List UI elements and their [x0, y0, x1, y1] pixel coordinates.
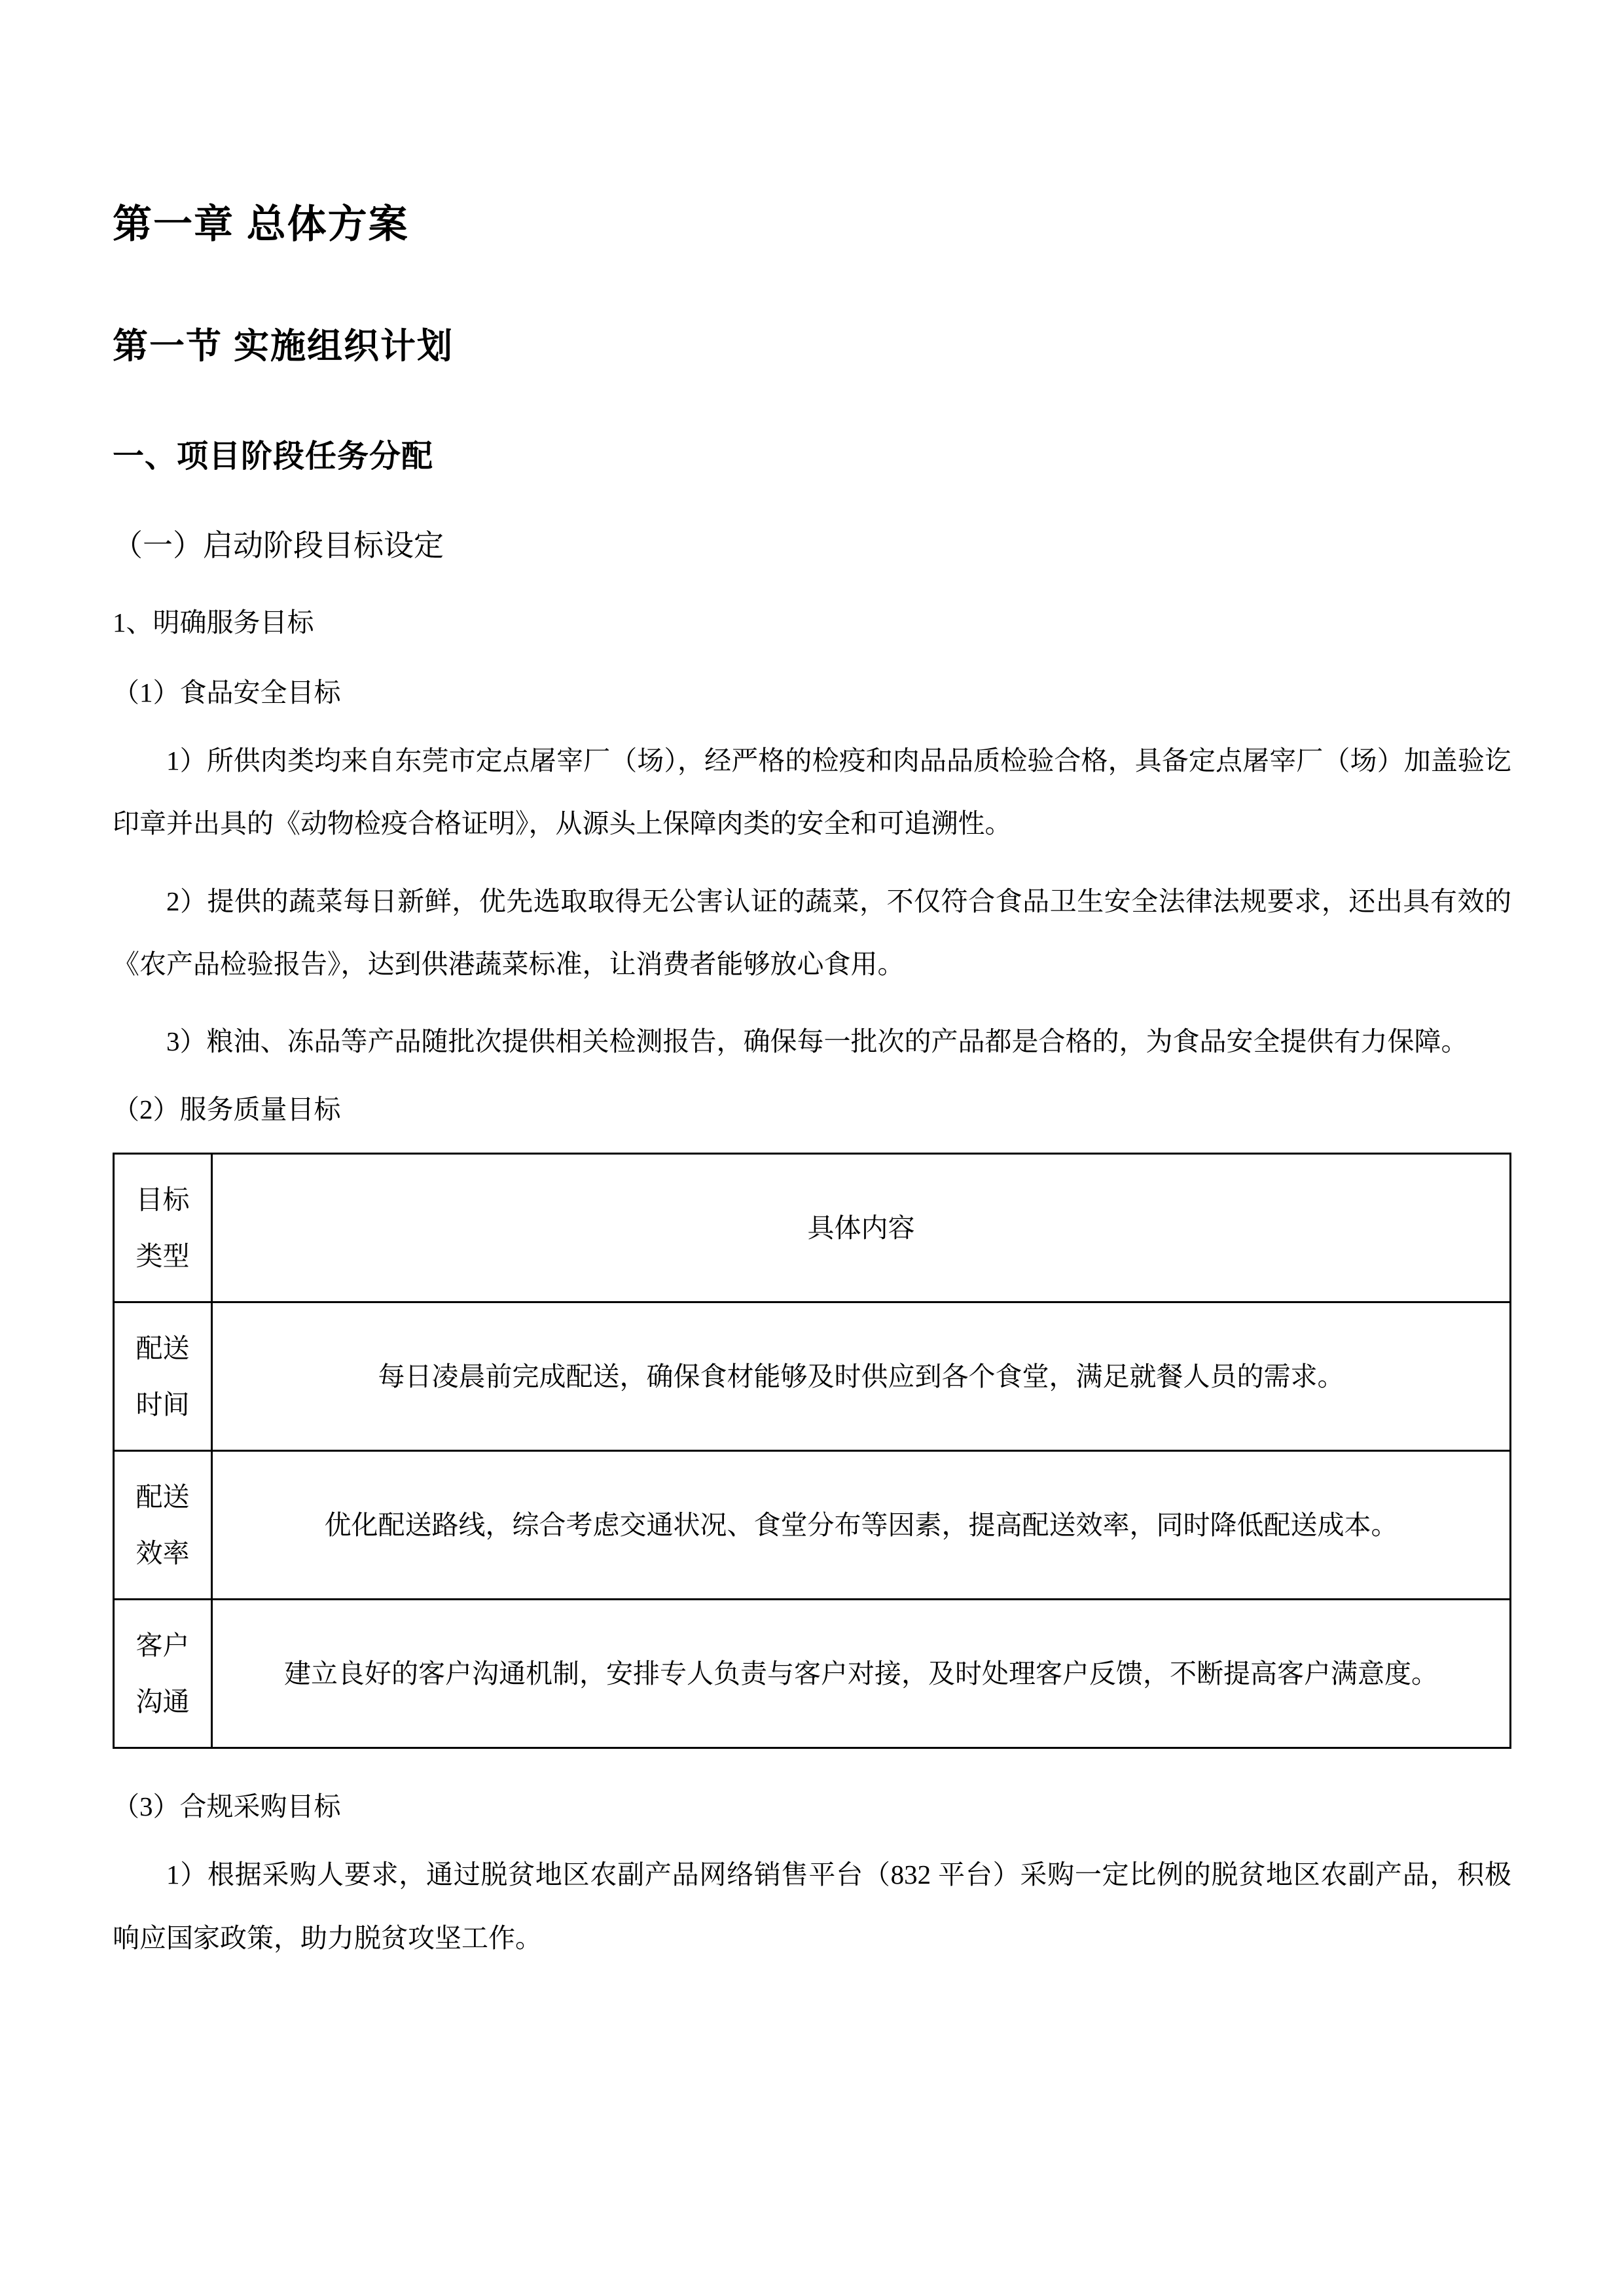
subsection-title: 一、项目阶段任务分配	[113, 439, 434, 474]
section-title: 第一节 实施组织计划	[113, 327, 454, 366]
goal1-paragraph-3: 3）粮油、冻品等产品随批次提供相关检测报告，确保每一批次的产品都是合格的，为食品安全提供有力保障。	[166, 1026, 1468, 1057]
chapter-title: 第一章 总体方案	[113, 202, 409, 246]
table-header-row	[114, 1153, 1511, 1302]
item-title: 1、明确服务目标	[113, 607, 314, 637]
table-cell-type: 配送时间	[114, 1302, 212, 1450]
table-cell-content: 每日凌晨前完成配送，确保食材能够及时供应到各个食堂，满足就餐人员的需求。	[212, 1302, 1511, 1450]
table-cell-type: 配送效率	[114, 1451, 212, 1600]
goal3-paragraph-1: 1）根据采购人要求，通过脱贫地区农副产品网络销售平台（832 平台）采购一定比例的脱贫地区农副产品，积极响应国家政策，助力脱贫攻坚工作。	[113, 1859, 1511, 1953]
table-cell-content: 建立良好的客户沟通机制，安排专人负责与客户对接，及时处理客户反馈，不断提高客户满意度。	[212, 1600, 1511, 1748]
goal3-title: （3）合规采购目标	[113, 1791, 341, 1822]
goal1-paragraph-2: 2）提供的蔬菜每日新鲜，优先选取取得无公害认证的蔬菜，不仅符合食品卫生安全法律法规要求，还出具有效的《农产品检验报告》，达到供港蔬菜标准，让消费者能够放心食用。	[113, 886, 1511, 980]
table-cell-type: 客户沟通	[114, 1600, 212, 1748]
service-quality-table	[113, 1153, 1511, 1749]
table-row	[114, 1302, 1511, 1450]
goal1-title: （1）食品安全目标	[113, 677, 341, 708]
goal1-paragraph-1: 1）所供肉类均来自东莞市定点屠宰厂（场），经严格的检疫和肉品品质检验合格，具备定点屠宰厂（场）加盖验讫印章并出具的《动物检疫合格证明》，从源头上保障肉类的安全和可追溯性。	[113, 745, 1511, 839]
table-row	[114, 1451, 1511, 1600]
table-header-content: 具体内容	[212, 1153, 1511, 1302]
goal2-title: （2）服务质量目标	[113, 1094, 341, 1124]
stage-title: （一）启动阶段目标设定	[113, 529, 444, 562]
table-cell-content: 优化配送路线，综合考虑交通状况、食堂分布等因素，提高配送效率，同时降低配送成本。	[212, 1451, 1511, 1600]
table-header-type: 目标类型	[114, 1153, 212, 1302]
table-row	[114, 1600, 1511, 1748]
